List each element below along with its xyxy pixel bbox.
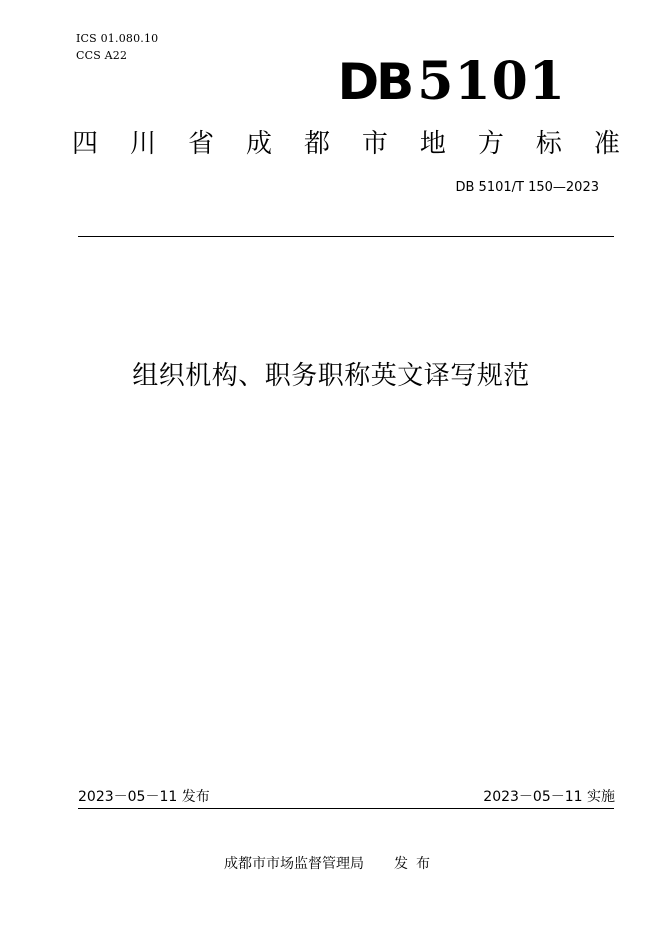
standard-mark [338, 52, 566, 112]
category-char: 市 [361, 129, 388, 159]
standard-mark-code: 5101 [417, 51, 566, 112]
standard-number: DB 5101/T 150—2023 [455, 180, 599, 195]
category-char: 方 [477, 129, 504, 159]
release-date: 2023－05－11 发布 [78, 789, 210, 805]
standard-category-title [72, 128, 620, 160]
category-char: 省 [187, 129, 214, 159]
issuer-line [0, 855, 662, 873]
category-char: 准 [593, 129, 620, 159]
category-char: 标 [535, 129, 562, 159]
category-char: 川 [129, 129, 156, 159]
category-char: 四 [72, 129, 99, 159]
standard-mark-prefix: DB [337, 53, 412, 111]
document-title: 组织机构、职务职称英文译写规范 [132, 361, 530, 391]
ics-code: ICS 01.080.10 [76, 32, 159, 45]
issuer-name: 成都市市场监督管理局 [224, 856, 364, 872]
category-char: 成 [245, 129, 272, 159]
category-char: 都 [303, 129, 330, 159]
ccs-code: CCS A22 [76, 49, 128, 62]
top-divider [78, 236, 614, 237]
bottom-divider [78, 808, 614, 809]
category-char: 地 [419, 129, 446, 159]
effective-date: 2023－05－11 实施 [483, 789, 615, 805]
issuer-action: 发布 [394, 856, 438, 872]
